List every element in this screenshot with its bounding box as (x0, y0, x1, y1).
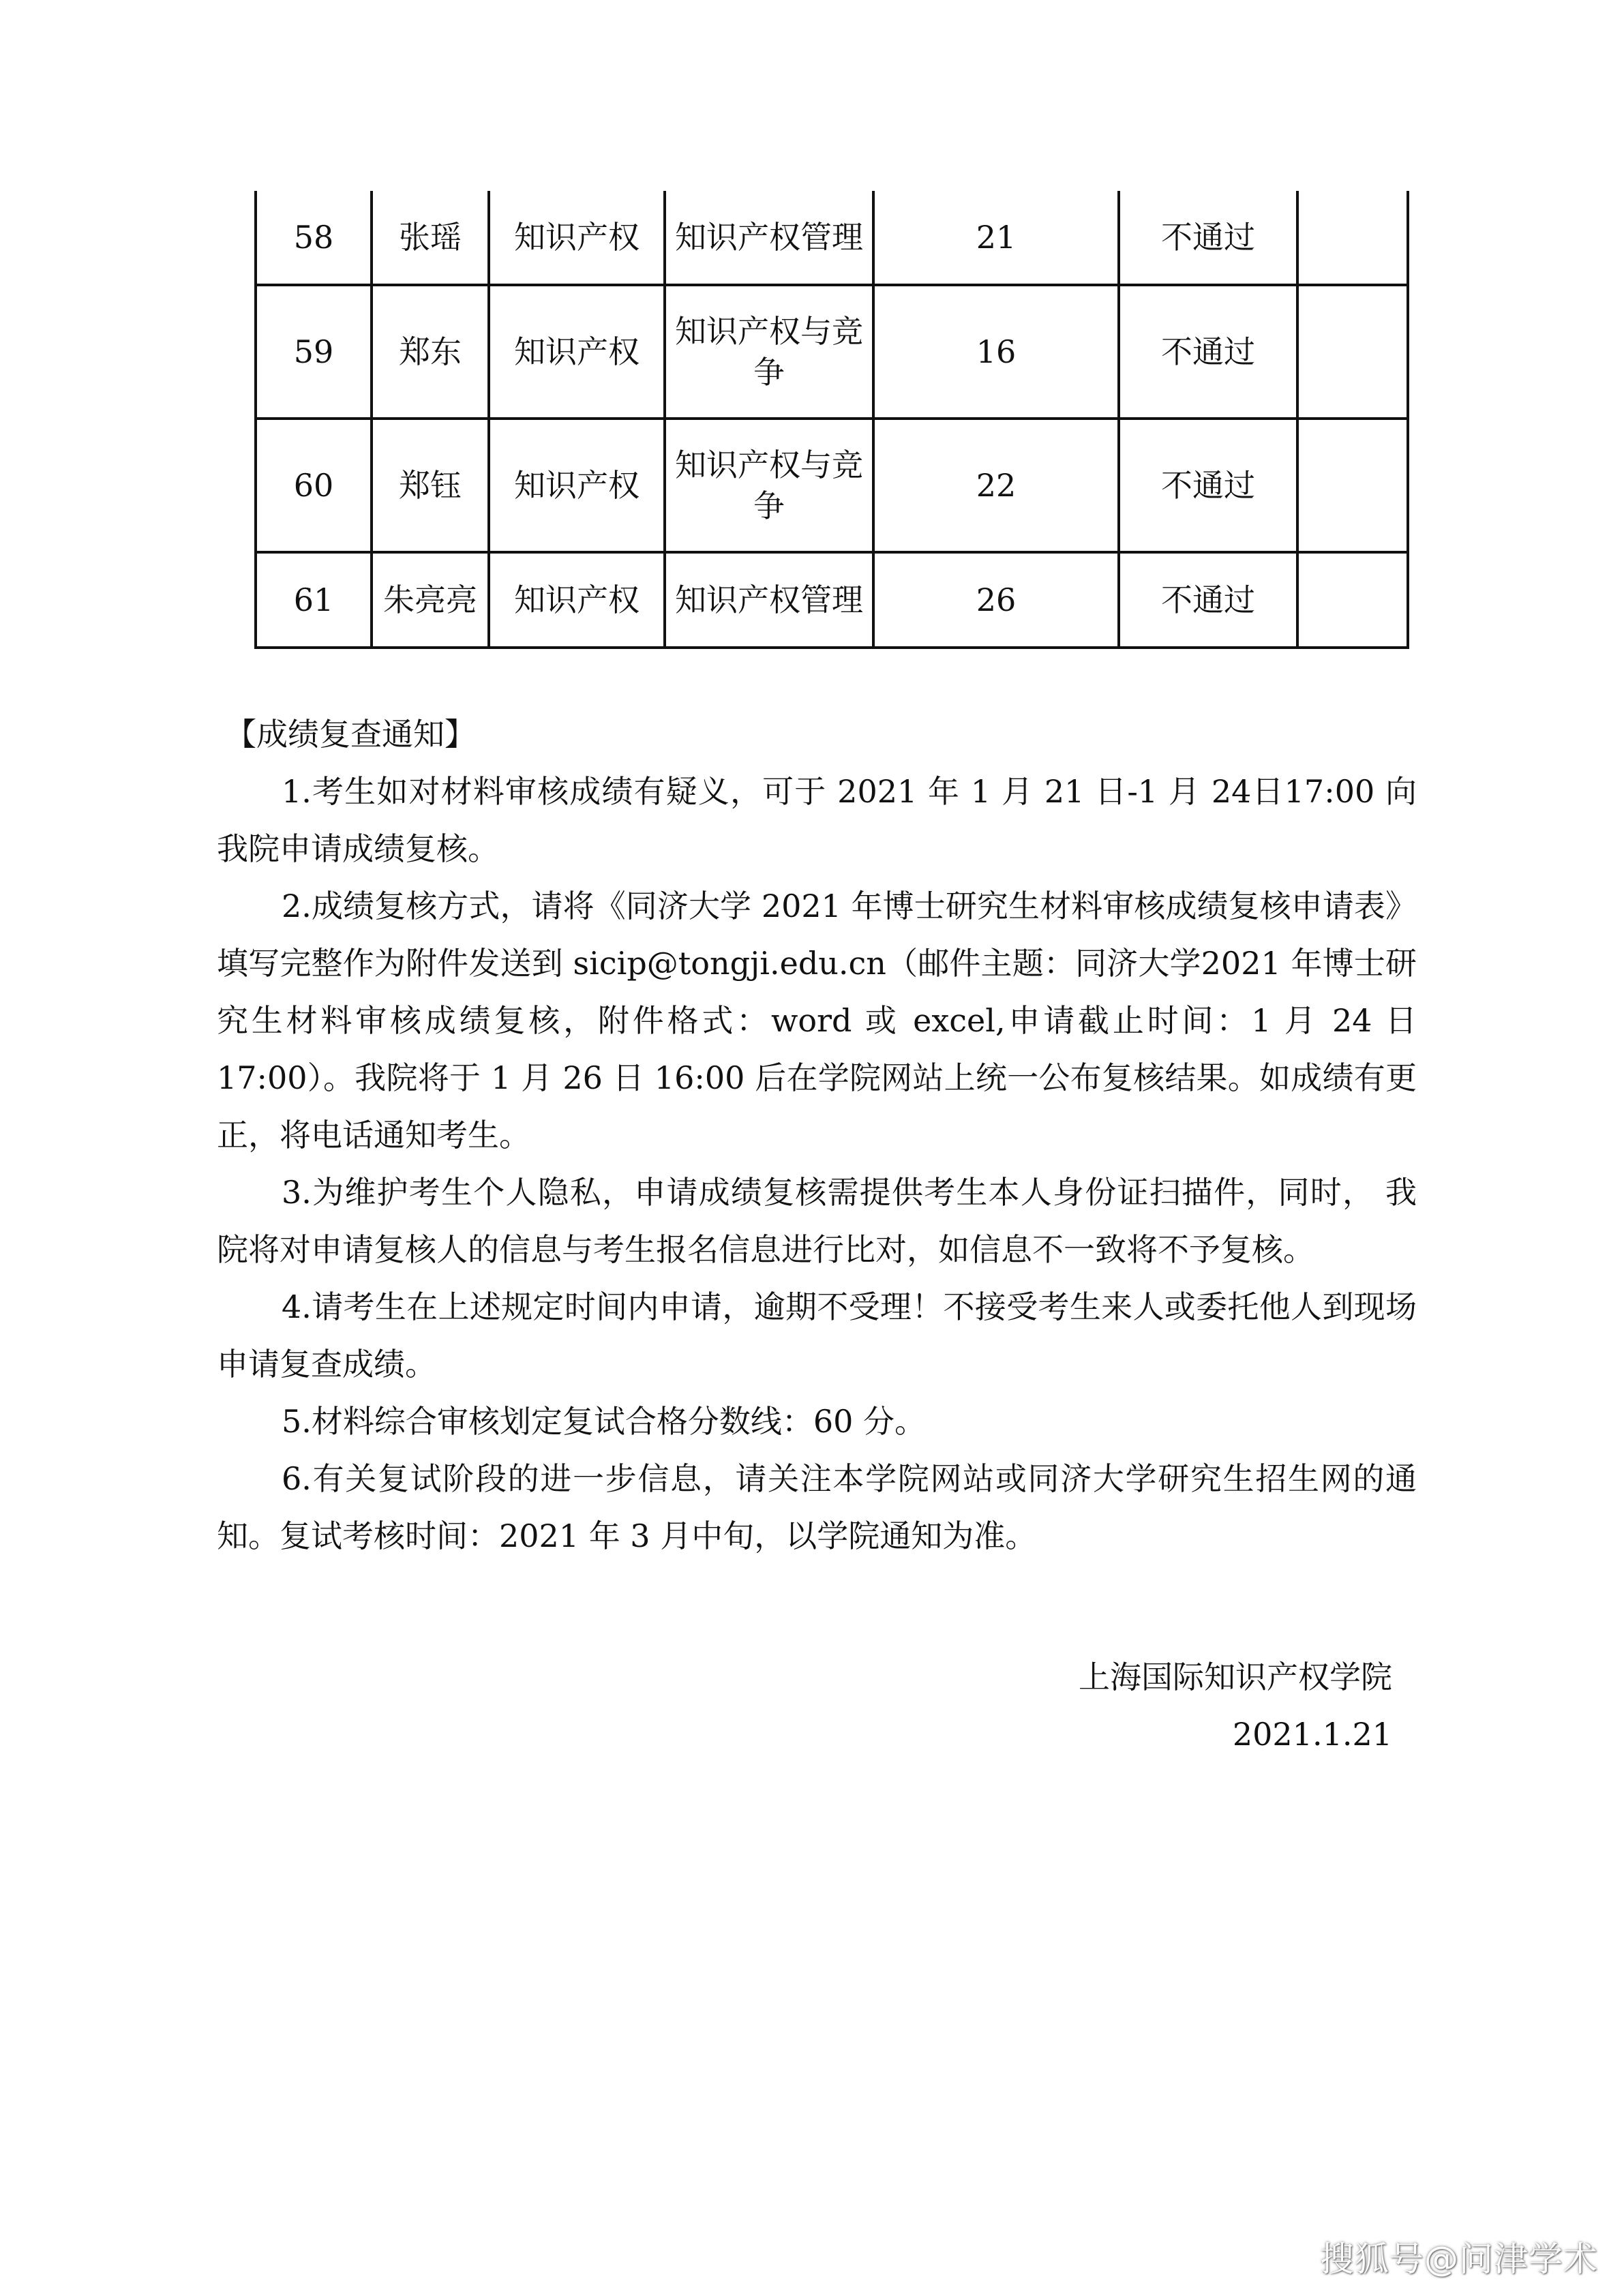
results-table (254, 191, 1409, 649)
cell-score: 21 (873, 191, 1119, 285)
notice-paragraph-6: 6.有关复试阶段的进一步信息，请关注本学院网站或同济大学研究生招生网的通知。复试考核时间：2021 年 3 月中旬，以学院通知为准。 (217, 1460, 1417, 1554)
notice-paragraph-5: 5.材料综合审核划定复试合格分数线：60 分。 (282, 1403, 927, 1440)
notice-paragraph-2: 2.成绩复核方式，请将《同济大学 2021 年博士研究生材料审核成绩复核申请表》填写完整作为附件发送到 sicip@tongji.edu.cn（邮件主题：同济大学2021 年博士研究生材料审核成绩复核，附件格式：word 或 excel,申请截止时间：1 月 24 日 17:00）。我院将于 1 月 26 日 16:00 后在学院网站上统一公布复核结果。如成绩有更正，将电话通知考生。 (217, 888, 1417, 1153)
cell-score: 26 (873, 552, 1119, 648)
cell-dept: 知识产权 (489, 285, 665, 419)
cell-no: 61 (256, 552, 372, 648)
cell-remark (1297, 552, 1408, 648)
cell-major: 知识产权管理 (665, 552, 873, 648)
cell-result: 不通过 (1119, 552, 1297, 648)
cell-result: 不通过 (1119, 285, 1297, 419)
table-row (256, 191, 1408, 285)
table-row (256, 285, 1408, 419)
cell-major: 知识产权管理 (665, 191, 873, 285)
notice-paragraph-3: 3.为维护考生个人隐私，申请成绩复核需提供考生本人身份证扫描件，同时， 我院将对申请复核人的信息与考生报名信息进行比对，如信息不一致将不予复核。 (217, 1174, 1417, 1268)
cell-name: 张瑶 (372, 191, 489, 285)
review-notice (217, 706, 1417, 1565)
signature-org: 上海国际知识产权学院 (1079, 1659, 1392, 1695)
notice-paragraph-1: 1.考生如对材料审核成绩有疑义，可于 2021 年 1 月 21 日-1 月 24日17:00 向我院申请成绩复核。 (217, 773, 1417, 867)
cell-no: 60 (256, 419, 372, 552)
cell-dept: 知识产权 (489, 419, 665, 552)
cell-name: 郑东 (372, 285, 489, 419)
cell-score: 22 (873, 419, 1119, 552)
cell-dept: 知识产权 (489, 552, 665, 648)
cell-result: 不通过 (1119, 419, 1297, 552)
cell-remark (1297, 419, 1408, 552)
table-row (256, 552, 1408, 648)
cell-score: 16 (873, 285, 1119, 419)
signature-date: 2021.1.21 (1232, 1716, 1392, 1753)
cell-dept: 知识产权 (489, 191, 665, 285)
cell-result: 不通过 (1119, 191, 1297, 285)
cell-major: 知识产权与竞争 (665, 285, 873, 419)
cell-no: 58 (256, 191, 372, 285)
table-row (256, 419, 1408, 552)
signature-block (1079, 1648, 1392, 1763)
cell-no: 59 (256, 285, 372, 419)
notice-paragraph-4: 4.请考生在上述规定时间内申请，逾期不受理！不接受考生来人或委托他人到现场申请复查成绩。 (217, 1288, 1417, 1383)
cell-remark (1297, 285, 1408, 419)
watermark: 搜狐号@问津学术 (1320, 2239, 1598, 2279)
cell-remark (1297, 191, 1408, 285)
cell-name: 朱亮亮 (372, 552, 489, 648)
notice-title: 【成绩复查通知】 (225, 716, 476, 753)
cell-major: 知识产权与竞争 (665, 419, 873, 552)
cell-name: 郑钰 (372, 419, 489, 552)
